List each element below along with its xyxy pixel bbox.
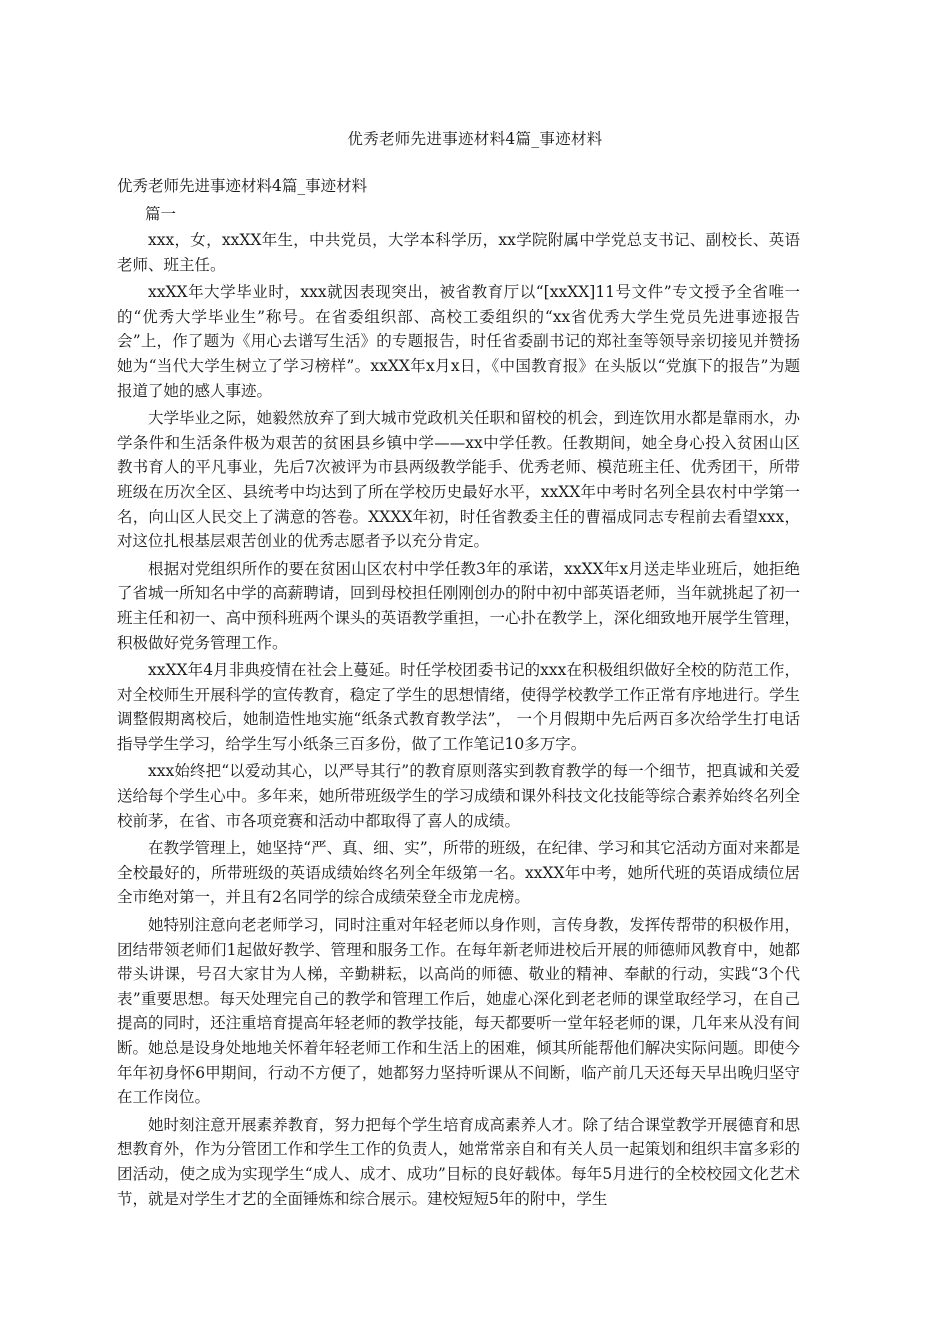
document-body — [117, 172, 800, 1214]
paragraph: xxx，女，xxXX年生，中共党员，大学本科学历，xx学院附属中学党总支书记、副校长、英语老师、班主任。 — [117, 231, 800, 274]
section-heading: 篇一 — [145, 205, 177, 223]
paragraph: xxXX年大学毕业时，xxx就因表现突出，被省教育厅以“[xxXX]11号文件”专文授予全省唯一的“优秀大学毕业生”称号。在省委组织部、高校工委组织的“xx省优秀大学生党员先进事迹报告会”上，作了题为《用心去谱写生活》的专题报告，时任省委副书记的郑社奎等领导亲切接见并赞扬她为“当代大学生树立了学习榜样”。xxXX年x月x日，《中国教育报》在头版以“党旗下的报告”为题报道了她的感人事迹。 — [117, 283, 800, 400]
paragraph: 根据对党组织所作的要在贫困山区农村中学任教3年的承诺，xxXX年x月送走毕业班后，她拒绝了省城一所知名中学的高薪聘请，回到母校担任刚刚创办的附中初中部英语老师，当年就挑起了初一班主任和初一、高中预科班两个课头的英语教学重担，一心扑在教学上，深化细致地开展学生管理，积极做好党务管理工作。 — [117, 559, 800, 652]
document-subtitle: 优秀老师先进事迹材料4篇_事迹材料 — [117, 177, 368, 195]
paragraph: xxXX年4月非典疫情在社会上蔓延。时任学校团委书记的xxx在积极组织做好全校的防范工作，对全校师生开展科学的宣传教育，稳定了学生的思想情绪，使得学校教学工作正常有序地进行。学生调整假期离校后，她制造性地实施“纸条式教育教学法”， 一个月假期中先后两百多次给学生打电话指导学生学习，给学生写小纸条三百多份，做了工作笔记10多万字。 — [117, 661, 800, 753]
paragraph: 她时刻注意开展素养教育，努力把每个学生培育成高素养人才。除了结合课堂教学开展德育和思想教育外，作为分管团工作和学生工作的负责人，她常常亲自和有关人员一起策划和组织丰富多彩的团活动，使之成为实现学生“成人、成才、成功”目标的良好载体。每年5月进行的全校校园文化艺术节，就是对学生才艺的全面锤炼和综合展示。建校短短5年的附中，学生 — [117, 1115, 800, 1208]
paragraph: 在教学管理上，她坚持“严、真、细、实”，所带的班级，在纪律、学习和其它活动方面对来都是全校最好的，所带班级的英语成绩始终名列全年级第一名。xxXX年中考，她所代班的英语成绩位居全市绝对第一，并且有2名同学的综合成绩荣登全市龙虎榜。 — [117, 839, 800, 907]
paragraph: 她特别注意向老老师学习，同时注重对年轻老师以身作则，言传身教，发挥传帮带的积极作用，团结带领老师们1起做好教学、管理和服务工作。在每年新老师进校后开展的师德师风教育中，她都带头讲课，号召大家甘为人梯，辛勤耕耘，以高尚的师德、敬业的精神、奉献的行动，实践“3个代表”重要思想。每天处理完自己的教学和管理工作后，她虚心深化到老老师的课堂取经学习，在自己提高的同时，还注重培育提高年轻老师的教学技能，每天都要听一堂年轻老师的课，几年来从没有间断。她总是设身处地地关怀着年轻老师工作和生活上的困难，倾其所能帮他们解决实际问题。即使今年年初身怀6甲期间，行动不方便了，她都努力坚持听课从不间断，临产前几天还每天早出晚归坚守在工作岗位。 — [117, 916, 800, 1107]
document-title: 优秀老师先进事迹材料4篇_事迹材料 — [347, 130, 603, 148]
paragraph: xxx始终把“以爱动其心，以严导其行”的教育原则落实到教育教学的每一个细节，把真诚和关爱送给每个学生心中。多年来，她所带班级学生的学习成绩和课外科技文化技能等综合素养始终名列全校前茅，在省、市各项竞赛和活动中都取得了喜人的成绩。 — [117, 762, 800, 830]
paragraph: 大学毕业之际，她毅然放弃了到大城市党政机关任职和留校的机会，到连饮用水都是靠雨水，办学条件和生活条件极为艰苦的贫困县乡镇中学——xx中学任教。任教期间，她全身心投入贫困山区教书育人的平凡事业，先后7次被评为市县两级教学能手、优秀老师、模范班主任、优秀团干，所带班级在历次全区、县统考中均达到了所在学校历史最好水平，xxXX年中考时名列全县农村中学第一名，向山区人民交上了满意的答卷。XXXX年初，时任省教委主任的曹福成同志专程前去看望xxx，对这位扎根基层艰苦创业的优秀志愿者予以充分肯定。 — [117, 409, 800, 551]
